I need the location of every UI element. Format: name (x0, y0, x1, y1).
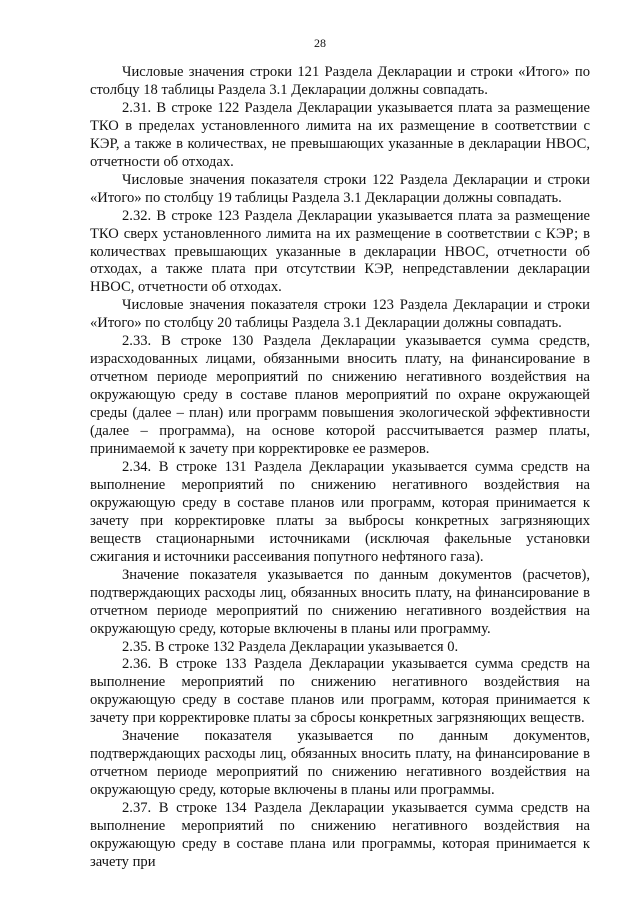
paragraph: Числовые значения показателя строки 123 Раздела Декларации и строки «Итого» по столбцу 20 таблицы Раздела 3.1 Декларации должны совпадать. (90, 297, 590, 332)
paragraph: 2.37. В строке 134 Раздела Декларации указывается сумма средств на выполнение мероприятий по снижению негативного воздействия на окружающую среду в составе плана или программы, которая принимается к зачету при (90, 800, 590, 870)
document-body (90, 64, 590, 872)
paragraph: 2.33. В строке 130 Раздела Декларации указывается сумма средств, израсходованных лицами, обязанными вносить плату, на финансирование в отчетном периоде мероприятий по снижению негативного воздействия на окружающую среду в составе планов мероприятий по охране окружающей среды (далее – план) или программ повышения экологической эффективности (далее – программа), на основе которой рассчитывается размер платы, принимаемой к зачету при корректировке ее размеров. (90, 333, 590, 458)
paragraph: Значение показателя указывается по данным документов (расчетов), подтверждающих расходы лиц, обязанных вносить плату, на финансирование в отчетном периоде мероприятий по снижению негативного воздействия на окружающую среду, которые включены в планы или программу. (90, 566, 590, 637)
paragraph: 2.32. В строке 123 Раздела Декларации указывается плата за размещение ТКО сверх установленного лимита на их размещение в соответствии с КЭР; в количествах превышающих указанные в декларации НВОС, отчетности об отходах, а также плата при отсутствии КЭР, непредставлении декларации НВОС, отчетности об отходах. (90, 207, 590, 296)
page-number: 28 (314, 36, 326, 50)
paragraph: 2.36. В строке 133 Раздела Декларации указывается сумма средств на выполнение мероприятий по снижению негативного воздействия на окружающую среду в составе планов или программ, которая принимается к зачету при корректировке платы за сбросы конкретных загрязняющих веществ. (90, 656, 590, 727)
paragraph: 2.34. В строке 131 Раздела Декларации указывается сумма средств на выполнение мероприятий по снижению негативного воздействия на окружающую среду в составе планов или программ, которая принимается к зачету при корректировке платы за выбросы конкретных загрязняющих веществ стационарными источниками (исключая факельные установки сжигания и источники рассеивания попутного нефтяного газа). (90, 458, 590, 565)
paragraph: Числовые значения показателя строки 122 Раздела Декларации и строки «Итого» по столбцу 19 таблицы Раздела 3.1 Декларации должны совпадать. (90, 171, 590, 206)
paragraph: 2.35. В строке 132 Раздела Декларации указывается 0. (122, 638, 459, 655)
paragraph: Значение показателя указывается по данным документов, подтверждающих расходы лиц, обязанных вносить плату, на финансирование в отчетном периоде мероприятий по снижению негативного воздействия на окружающую среду, которые включены в планы или программы. (90, 728, 590, 799)
paragraph: 2.31. В строке 122 Раздела Декларации указывается плата за размещение ТКО в пределах установленного лимита на их размещение в соответствии с КЭР, а также в количествах, не превышающих указанные в декларации НВОС, отчетности об отходах. (90, 99, 590, 170)
paragraph: Числовые значения строки 121 Раздела Декларации и строки «Итого» по столбцу 18 таблицы Раздела 3.1 Декларации должны совпадать. (90, 64, 590, 98)
